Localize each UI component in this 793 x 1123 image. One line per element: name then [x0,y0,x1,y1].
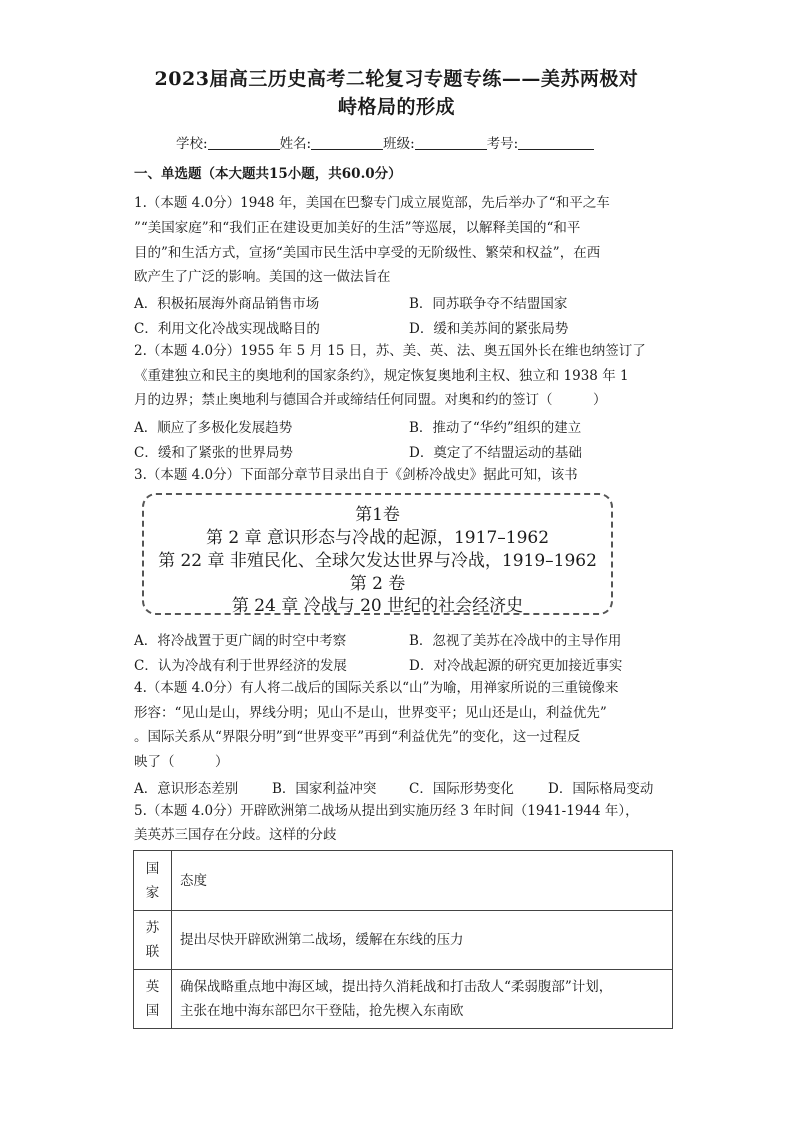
section-heading: 一、单选题（本大题共15小题，共60.0分） [134,166,402,182]
attitude-table [133,850,673,1029]
question-4-option-d: D．国际格局变动 [548,781,654,797]
question-1-option-c: C．利用文化冷战实现战略目的 [134,321,320,337]
question-2-option-a: A．顺应了多极化发展趋势 [134,420,293,436]
question-4-line: 。国际关系从“界限分明”到“世界变平”再到“利益优先”的变化，这一过程反 [134,729,581,745]
question-1-option-d: D．缓和美苏间的紧张局势 [409,321,569,337]
question-5-line: 5.（本题 4.0分）开辟欧洲第二战场从提出到实施历经 3 年时间（1941-1944 年）， [134,803,639,819]
chapter-entry: 第 2 章 意识形态与冷战的起源，1917–1962 [205,528,550,548]
question-4-line: 映了（ ） [134,754,229,770]
question-2-option-c: C．缓和了紧张的世界局势 [134,445,293,461]
question-1-line: 欧产生了广泛的影响。美国的这一做法旨在 [134,269,391,285]
question-2-line: 月的边界；禁止奥地利与德国合并或缔结任何同盟。对奥和约的签订（ ） [134,392,607,408]
question-1-line: 目的”和生活方式，宣扬“美国市民生活中享受的无阶级性、繁荣和权益”，在西 [134,245,601,261]
question-2-option-d: D．奠定了不结盟运动的基础 [409,445,582,461]
volume-heading: 第1卷 [355,505,400,525]
exam-number-label: 考号: [486,136,519,152]
table-row [134,970,673,1029]
question-3-option-a: A．将冷战置于更广阔的时空中考察 [134,633,347,649]
question-3-option-d: D．对冷战起源的研究更加接近事实 [409,658,623,674]
table-cell-attitude: 确保战略重点地中海区域，提出持久消耗战和打击敌人“柔弱腹部”计划， 主张在地中海东部巴尔干登陆，抢先楔入东南欧 [172,970,673,1029]
school-label: 学校: [176,136,208,152]
question-3-line: 3.（本题 4.0分）下面部分章节目录出自于《剑桥冷战史》据此可知，该书 [134,467,578,483]
question-4-option-b: B．国家利益冲突 [272,781,377,797]
question-2-option-b: B．推动了“华约”组织的建立 [409,420,582,436]
volume-heading: 第 2 卷 [349,574,406,594]
question-1-option-b: B．同苏联争夺不结盟国家 [409,296,568,312]
class-blank [415,135,487,150]
name-label: 姓名: [279,136,312,152]
page-title-line-2: 峙格局的形成 [337,96,455,118]
question-4-option-a: A．意识形态差别 [134,781,239,797]
chapter-entry: 第 24 章 冷战与 20 世纪的社会经济史 [231,596,524,616]
question-4-option-c: C．国际形势变化 [409,781,514,797]
question-5-line: 美英苏三国存在分歧。这样的分歧 [134,827,337,843]
question-2-line: 2.（本题 4.0分）1955 年 5 月 15 日，苏、美、英、法、奥五国外长在维也纳签订了 [134,343,646,359]
table-header-attitude: 态度 [172,851,673,911]
name-blank [311,135,383,150]
class-label: 班级: [383,136,415,152]
question-2-line: 《重建独立和民主的奥地利的国家条约》，规定恢复奥地利主权、独立和 1938 年 1 [134,368,629,384]
question-3-option-b: B．忽视了美苏在冷战中的主导作用 [409,633,622,649]
table-header-country: 国 家 [134,851,172,911]
table-row [134,911,673,970]
student-info-row [176,132,594,152]
question-4-line: 形容：“见山是山，界线分明；见山不是山，世界变平；见山还是山，利益优先” [134,705,607,721]
table-cell-country: 苏 联 [134,911,172,970]
question-4-line: 4.（本题 4.0分）有人将二战后的国际关系以“山”为喻，用禅家所说的三重镜像来 [134,680,619,696]
question-1-line: ”“美国家庭”和“我们正在建设更加美好的生活”等巡展，以解释美国的“和平 [134,220,581,236]
exam-number-blank [518,135,594,150]
table-header-row [134,851,673,911]
question-1-line: 1.（本题 4.0分）1948 年，美国在巴黎专门成立展览部，先后举办了“和平之车 [134,195,610,211]
table-cell-country: 英 国 [134,970,172,1029]
school-blank [208,135,280,150]
question-3-option-c: C．认为冷战有利于世界经济的发展 [134,658,347,674]
chapter-entry: 第 22 章 非殖民化、全球欠发达世界与冷战，1919–1962 [158,551,597,571]
table-cell-attitude: 提出尽快开辟欧洲第二战场，缓解在东线的压力 [172,911,673,970]
page-title-line-1: 2023届高三历史高考二轮复习专题专练——美苏两极对 [154,68,639,90]
question-1-option-a: A．积极拓展海外商品销售市场 [134,296,320,312]
